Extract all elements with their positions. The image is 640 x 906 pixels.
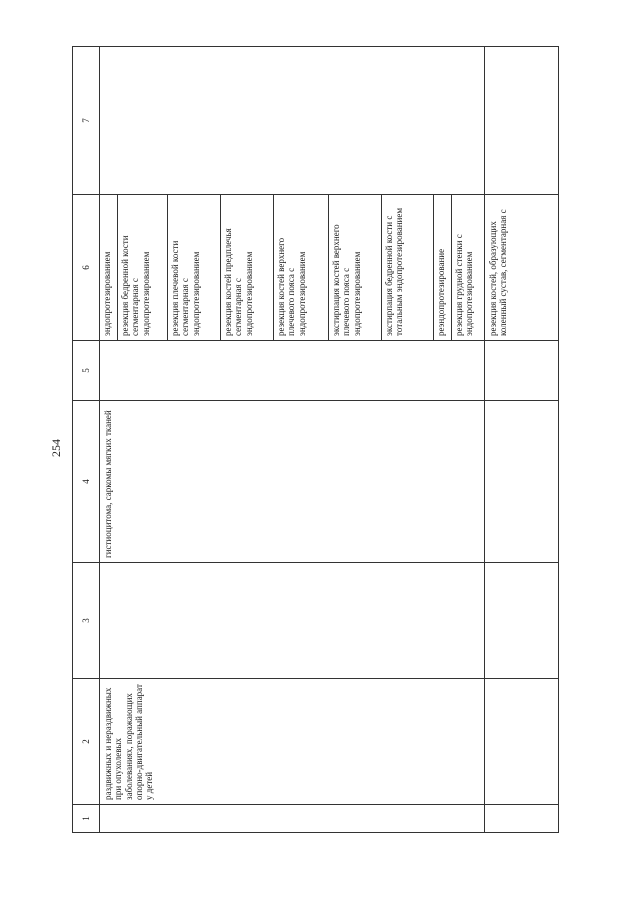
cell-text: раздвижных и нераздвижных при опухолевых заболеваниях, поражающих опорно-двигательный аппарат у детей <box>103 684 155 800</box>
table-wrapper <box>72 47 556 833</box>
header-col-7: 7 <box>73 47 100 195</box>
cell-col-6 <box>100 195 485 341</box>
header-col-5: 5 <box>73 341 100 401</box>
procedure-item: экстирпация костей верхнего плечевого пояса с эндопротезированием <box>329 195 382 340</box>
header-col-3: 3 <box>73 563 100 679</box>
cell-text: резекция костей, образующих коленный сустав, сегментарная с <box>488 209 509 336</box>
cell-col-3 <box>485 563 559 679</box>
cell-col-5 <box>100 341 485 401</box>
cell-col-2 <box>100 679 485 805</box>
procedure-item: резекция плечевой кости сегментарная с эндопротезированием <box>168 195 221 340</box>
cell-col-1 <box>100 805 485 833</box>
cell-col-2 <box>485 679 559 805</box>
cell-col-3 <box>100 563 485 679</box>
cell-col-5 <box>485 341 559 401</box>
procedure-item: резекция грудной стенки с эндопротезированием <box>454 234 475 336</box>
cell-col-1 <box>485 805 559 833</box>
cell-text: гистиоцитома, саркомы мягких тканей <box>103 410 113 558</box>
header-row <box>73 47 100 833</box>
header-col-4: 4 <box>73 401 100 563</box>
procedure-item: эндопротезированием <box>100 195 118 340</box>
procedure-item: резекция костей предплечья сегментарная с эндопротезированием <box>221 195 274 340</box>
procedure-item: экстирпация бедренной кости с тотальным эндопротезированием <box>382 195 434 340</box>
header-col-6: 6 <box>73 195 100 341</box>
cell-col-4 <box>100 401 485 563</box>
table-row <box>485 47 559 833</box>
header-col-2: 2 <box>73 679 100 805</box>
cell-col-6 <box>485 195 559 341</box>
table-row <box>100 47 485 833</box>
procedure-item: резекция костей верхнего плечевого пояса с эндопротезированием <box>274 195 329 340</box>
procedure-item: резекция бедренной кости сегментарная с эндопротезированием <box>118 195 168 340</box>
cell-col-7 <box>485 47 559 195</box>
cell-col-7 <box>100 47 485 195</box>
page-number: 254 <box>49 439 63 457</box>
procedure-item: реэндопротезирование <box>434 195 452 340</box>
header-col-1: 1 <box>73 805 100 833</box>
procedures-table <box>72 46 559 833</box>
cell-col-4 <box>485 401 559 563</box>
